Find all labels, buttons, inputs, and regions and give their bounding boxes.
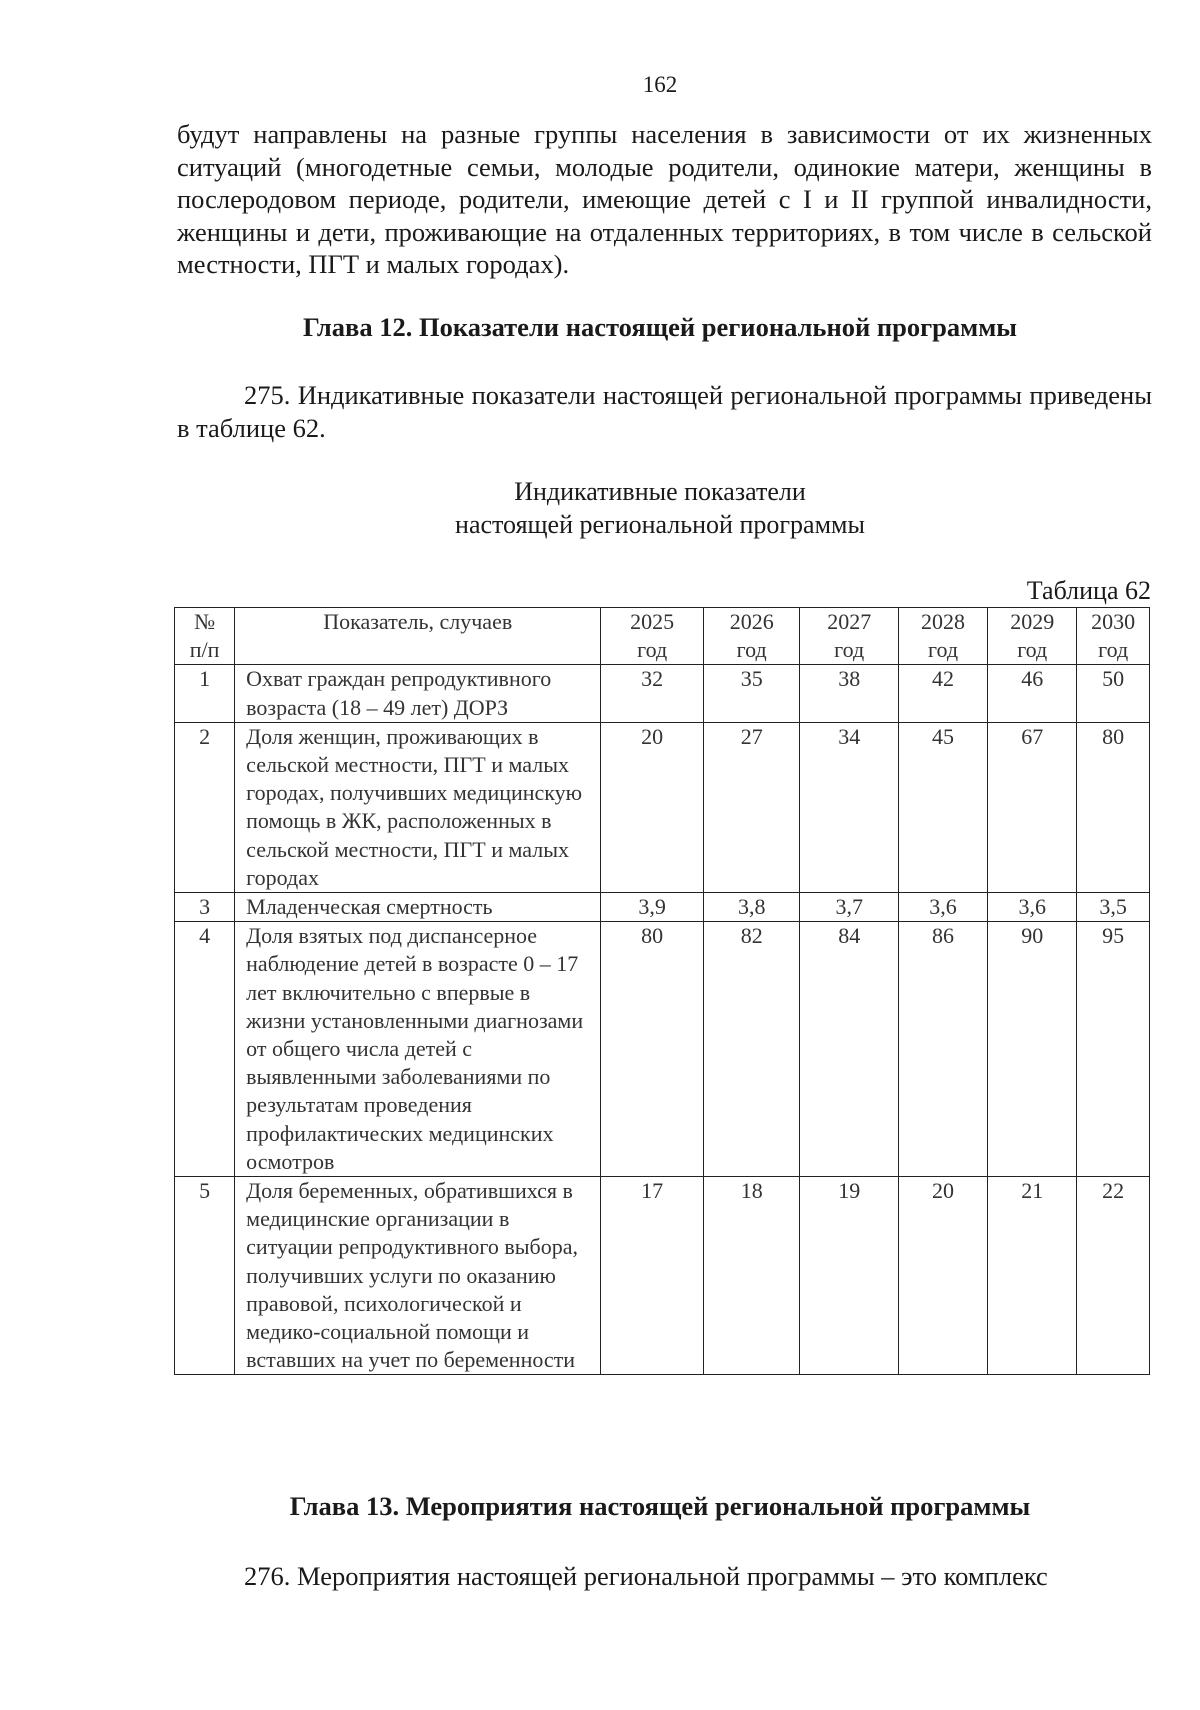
row-value: 95 xyxy=(1077,922,1150,1177)
row-value: 3,5 xyxy=(1077,893,1150,922)
header-year-2027: 2027 год xyxy=(800,608,899,665)
row-value: 3,6 xyxy=(898,893,987,922)
page-number: 162 xyxy=(642,72,678,97)
row-value: 42 xyxy=(898,665,987,722)
row-indicator: Доля взятых под диспансерное наблюдение детей в возрасте 0 – 17 лет включительно с впервые в жизни установленными диагнозами от общего числа детей с выявленными заболеваниями по результатам проведения профилактических медицинских осмотров xyxy=(235,922,601,1177)
table-title-line-2: настоящей региональной программы xyxy=(455,510,865,539)
row-num: 3 xyxy=(175,893,235,922)
row-value: 17 xyxy=(601,1177,704,1375)
row-indicator: Младенческая смертность xyxy=(235,893,601,922)
row-value: 3,9 xyxy=(601,893,704,922)
row-value: 21 xyxy=(988,1177,1077,1375)
row-value: 20 xyxy=(601,722,704,892)
table-row xyxy=(175,922,1150,1177)
row-indicator: Доля беременных, обратившихся в медицинские организации в ситуации репродуктивного выбора, получивших услуги по оказанию правовой, психологической и медико-социальной помощи и вставших на учет по беременности xyxy=(235,1177,601,1375)
table-title xyxy=(0,475,1200,541)
row-value: 32 xyxy=(601,665,704,722)
row-value: 3,6 xyxy=(988,893,1077,922)
header-indicator: Показатель, случаев xyxy=(235,608,601,665)
row-value: 84 xyxy=(800,922,899,1177)
row-value: 20 xyxy=(898,1177,987,1375)
row-value: 27 xyxy=(703,722,799,892)
row-value: 46 xyxy=(988,665,1077,722)
row-value: 86 xyxy=(898,922,987,1177)
row-value: 80 xyxy=(1077,722,1150,892)
row-value: 50 xyxy=(1077,665,1150,722)
table-caption: Таблица 62 xyxy=(1026,576,1151,605)
row-value: 45 xyxy=(898,722,987,892)
header-num: № п/п xyxy=(175,608,235,665)
row-indicator: Охват граждан репродуктивного возраста (18 – 49 лет) ДОРЗ xyxy=(235,665,601,722)
row-indicator: Доля женщин, проживающих в сельской местности, ПГТ и малых городах, получивших медицинскую помощь в ЖК, расположенных в сельской местности, ПГТ и малых городах xyxy=(235,722,601,892)
header-year-2026: 2026 год xyxy=(703,608,799,665)
row-value: 22 xyxy=(1077,1177,1150,1375)
intro-paragraph: будут направлены на разные группы населения в зависимости от их жизненных ситуаций (многодетные семьи, молодые родители, одинокие матери, женщины в послеродовом периоде, родители, имеющие детей с I и II группой инвалидности, женщины и дети, проживающие на отдаленных территориях, в том числе в сельской местности, ПГТ и малых городах). xyxy=(177,119,1152,279)
paragraph-275-text: 275. Индикативные показатели настоящей региональной программы приведены в таблице 62. xyxy=(177,380,1152,443)
indicators-table xyxy=(174,607,1150,1375)
table-row xyxy=(175,1177,1150,1375)
row-value: 82 xyxy=(703,922,799,1177)
table-header-row xyxy=(175,608,1150,665)
header-year-2028: 2028 год xyxy=(898,608,987,665)
chapter-13-heading: Глава 13. Мероприятия настоящей региональной программы xyxy=(289,1491,1031,1521)
row-num: 4 xyxy=(175,922,235,1177)
row-value: 35 xyxy=(703,665,799,722)
row-value: 3,8 xyxy=(703,893,799,922)
table-row xyxy=(175,722,1150,892)
header-year-2029: 2029 год xyxy=(988,608,1077,665)
chapter-12-heading: Глава 12. Показатели настоящей региональной программы xyxy=(303,312,1017,342)
table-title-line-1: Индикативные показатели xyxy=(514,477,806,506)
row-value: 80 xyxy=(601,922,704,1177)
row-num: 1 xyxy=(175,665,235,722)
row-num: 5 xyxy=(175,1177,235,1375)
row-value: 67 xyxy=(988,722,1077,892)
row-value: 18 xyxy=(703,1177,799,1375)
paragraph-276 xyxy=(177,1560,1152,1593)
row-value: 3,7 xyxy=(800,893,899,922)
header-year-2030: 2030 год xyxy=(1077,608,1150,665)
table-row xyxy=(175,893,1150,922)
row-value: 90 xyxy=(988,922,1077,1177)
row-value: 34 xyxy=(800,722,899,892)
row-value: 38 xyxy=(800,665,899,722)
header-year-2025: 2025 год xyxy=(601,608,704,665)
paragraph-275 xyxy=(177,379,1152,444)
table-row xyxy=(175,665,1150,722)
row-value: 19 xyxy=(800,1177,899,1375)
paragraph-276-text: 276. Мероприятия настоящей региональной программы – это комплекс xyxy=(244,1561,1048,1591)
row-num: 2 xyxy=(175,722,235,892)
